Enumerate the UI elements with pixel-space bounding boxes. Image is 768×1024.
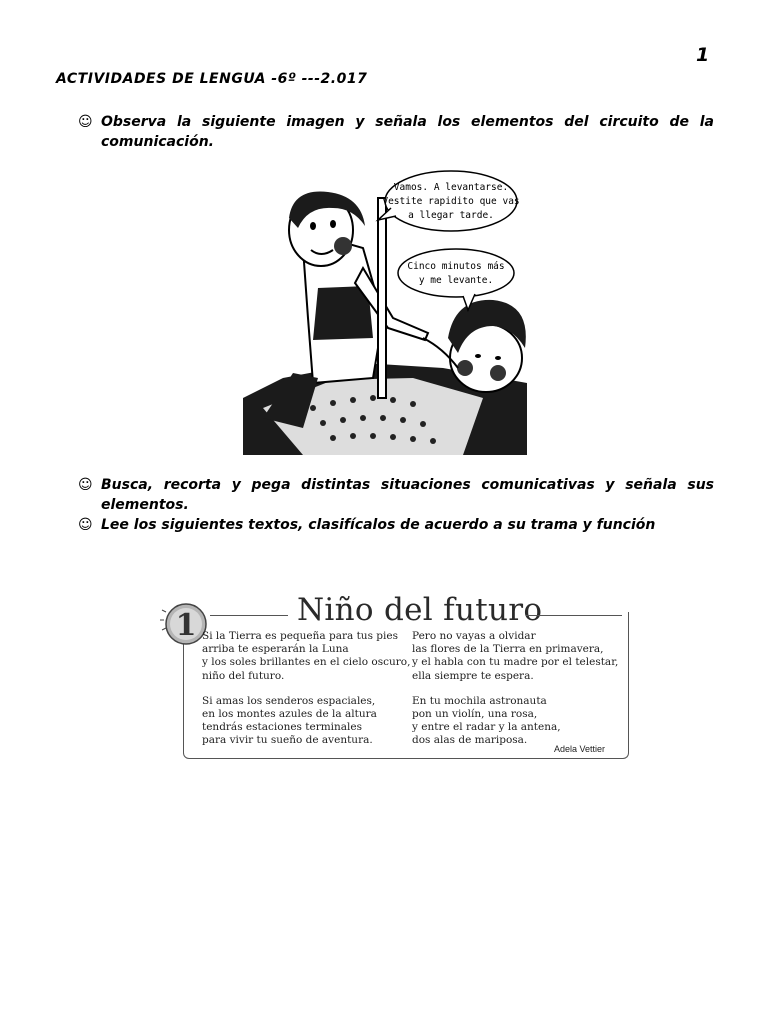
verse: y el habla con tu madre por el telestar, (412, 656, 619, 669)
poem-column-right (412, 630, 618, 760)
verse: arriba te esperarán la Luna (202, 643, 349, 656)
smiley-icon: ☺ (78, 477, 93, 493)
verse: y los soles brillantes en el cielo oscuro, (202, 656, 411, 669)
smiley-icon: ☺ (78, 517, 93, 533)
verse: dos alas de mariposa. (412, 734, 528, 747)
comic-illustration (243, 168, 527, 455)
stanza (412, 630, 618, 683)
verse: Pero no vayas a olvidar (412, 630, 536, 642)
instruction-item (78, 515, 714, 535)
verse: ella siempre te espera. (412, 669, 534, 682)
bubble-mother-line: Vamos. A levantarse. (393, 182, 509, 193)
stanza (202, 630, 410, 683)
verse: las flores de la Tierra en primavera, (412, 643, 604, 656)
smiley-icon: ☺ (78, 114, 93, 130)
stanza (202, 695, 410, 748)
verse: En tu mochila astronauta (412, 694, 547, 707)
verse: Si la Tierra es pequeña para tus pies (202, 630, 398, 642)
instruction-text-cont: elementos. (101, 497, 189, 513)
verse: pon un violín, una rosa, (412, 708, 538, 721)
verse: tendrás estaciones terminales (202, 721, 363, 734)
bubble-child-line: Cinco minutos más (407, 261, 505, 272)
number-badge (160, 598, 208, 646)
stanza (412, 695, 618, 748)
poem-author: Adela Vettier (554, 744, 606, 754)
title-rule (526, 615, 622, 616)
instruction-item (78, 112, 714, 152)
page-number: 1 (696, 44, 710, 66)
verse: para vivir tu sueño de aventura. (202, 734, 373, 747)
bubble-mother-line: a llegar tarde. (408, 210, 494, 221)
poem-excerpt (150, 590, 640, 766)
instruction-item (78, 475, 714, 515)
bubble-child-line: y me levante. (418, 275, 494, 286)
verse: Si amas los senderos espaciales, (202, 694, 376, 707)
instruction-text: Busca, recorta y pega distintas situaciones comunicativas y señala sus (101, 477, 714, 493)
verse: en los montes azules de la altura (202, 708, 377, 721)
poem-column-left (202, 630, 410, 760)
instruction-text-cont: comunicación. (101, 134, 214, 150)
document-title: ACTIVIDADES DE LENGUA -6º ---2.017 (56, 71, 368, 87)
poem-title: Niño del futuro (291, 592, 548, 628)
instruction-text: Observa la siguiente imagen y señala los elementos del circuito de la (101, 114, 714, 130)
verse: niño del futuro. (202, 669, 285, 682)
poem-number: 1 (175, 608, 197, 643)
bubble-mother-line: Vestite rapidito que vas (382, 196, 520, 207)
verse: y entre el radar y la antena, (412, 721, 561, 734)
title-rule (210, 615, 288, 616)
instruction-text: Lee los siguientes textos, clasifícalos de acuerdo a su trama y función (101, 517, 656, 533)
